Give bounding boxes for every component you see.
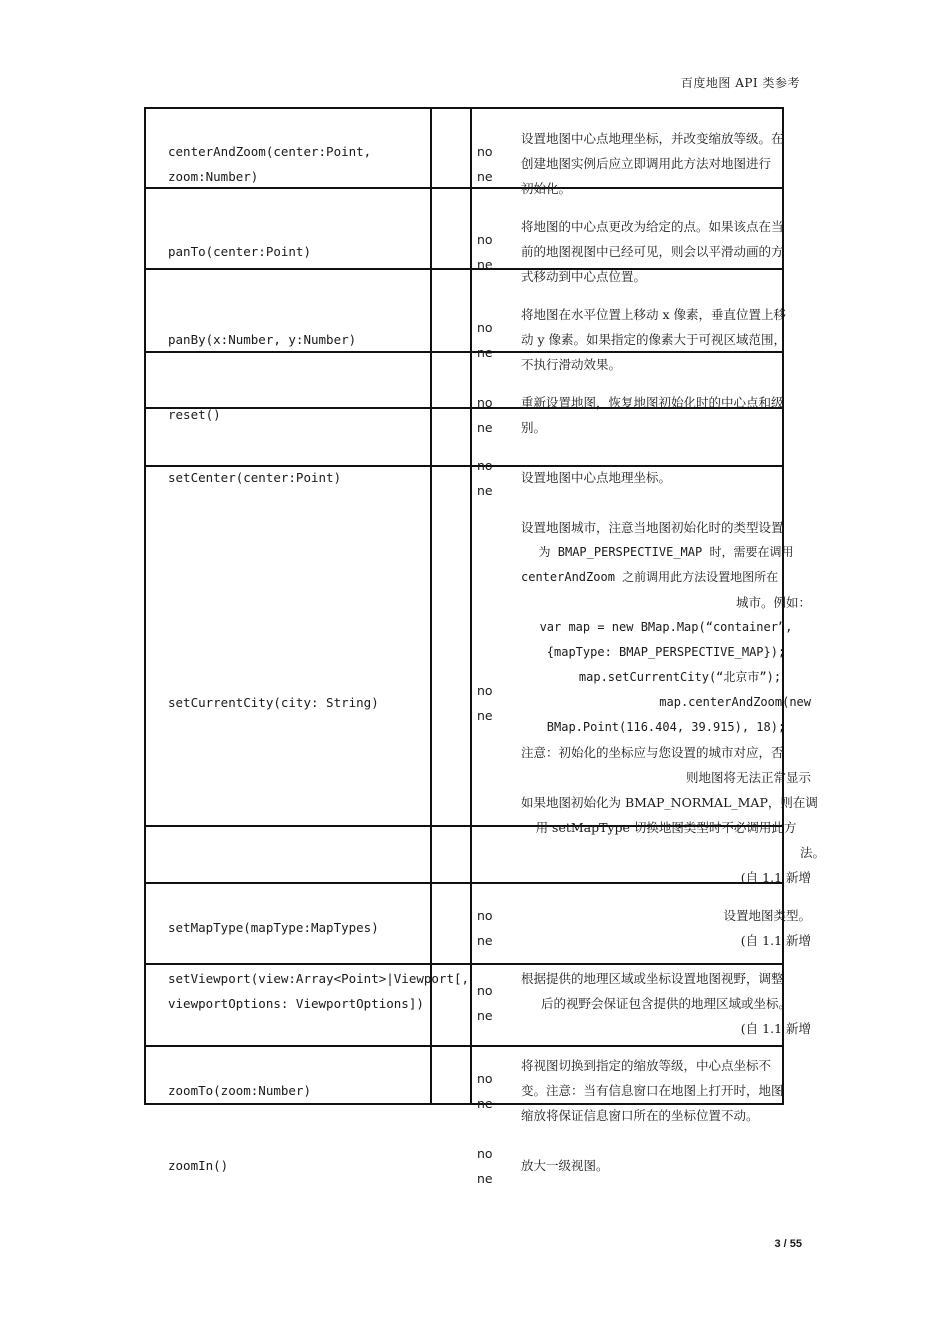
description-cell: 重新设置地图，恢复地图初始化时的中心点和级 别。 <box>521 395 784 435</box>
method-cell: setViewport(view:Array<Point>|Viewport[, viewportOptions: ViewportOptions]) <box>168 971 477 1011</box>
method-cell: panTo(center:Point) <box>168 244 311 259</box>
method-cell: setCurrentCity(city: String) <box>168 695 379 710</box>
return-cell: none <box>477 320 493 360</box>
page-number: 3 / 55 <box>774 1238 802 1250</box>
return-cell: none <box>477 683 493 723</box>
method-cell: reset() <box>168 407 221 422</box>
description-cell: 放大一级视图。 <box>521 1158 609 1173</box>
description-cell: 根据提供的地理区域或坐标设置地图视野，调整 后的视野会保证包含提供的地理区域或坐标。 (自 1.1 新增 <box>521 971 811 1036</box>
method-cell: zoomIn() <box>168 1158 229 1173</box>
return-cell: none <box>477 232 493 272</box>
description-cell: 将地图的中心点更改为给定的点。如果该点在当 前的地图视图中已经可见，则会以平滑动画的方 式移动到中心点位置。 <box>521 219 784 284</box>
return-cell: none <box>477 395 493 435</box>
return-cell: none <box>477 983 493 1023</box>
method-cell: centerAndZoom(center:Point, zoom:Number) <box>168 144 379 184</box>
return-cell: none <box>477 458 493 498</box>
return-cell: none <box>477 144 493 184</box>
method-cell: setMapType(mapType:MapTypes) <box>168 920 379 935</box>
method-cell: zoomTo(zoom:Number) <box>168 1083 311 1098</box>
return-cell: none <box>477 908 493 948</box>
return-cell: none <box>477 1146 493 1186</box>
page-header: 百度地图 API 类参考 <box>680 76 800 90</box>
description-cell: 设置地图类型。 (自 1.1 新增 <box>723 908 811 948</box>
method-cell: setCenter(center:Point) <box>168 470 342 485</box>
description-cell: 设置地图中心点地理坐标。 <box>521 470 672 485</box>
description-cell: 设置地图城市，注意当地图初始化时的类型设置 为 BMAP_PERSPECTIVE_MAP 时，需要在调用 centerAndZoom 之前调用此方法设置地图所在 城市。例如： var map = new BMap.Map(“container”, {mapType: BMAP_PERSPECTIVE_MAP}); map.setCurrentCity(“北京市”); map.centerAndZoom(new BMap.Point(116.404, 39.915), 18); 注意：初始化的坐标应与您设置的城市对应，否 则地图将无法正常显示 如果地图初始化为 BMAP_NORMAL_MAP，则在调 用 setMapType 切换地图类型时不必调用此方 法。 (自 1.1 新增 <box>521 520 825 885</box>
description-cell: 将地图在水平位置上移动 x 像素，垂直位置上移 动 y 像素。如果指定的像素大于可视区域范围， 不执行滑动效果。 <box>521 307 787 372</box>
method-cell: panBy(x:Number, y:Number) <box>168 332 357 347</box>
description-cell: 设置地图中心点地理坐标，并改变缩放等级。在 创建地图实例后应立即调用此方法对地图进行 初始化。 <box>521 131 784 196</box>
description-cell: 将视图切换到指定的缩放等级，中心点坐标不 变。注意：当有信息窗口在地图上打开时，地图 缩放将保证信息窗口所在的坐标位置不动。 <box>521 1058 784 1123</box>
return-cell: none <box>477 1071 493 1111</box>
